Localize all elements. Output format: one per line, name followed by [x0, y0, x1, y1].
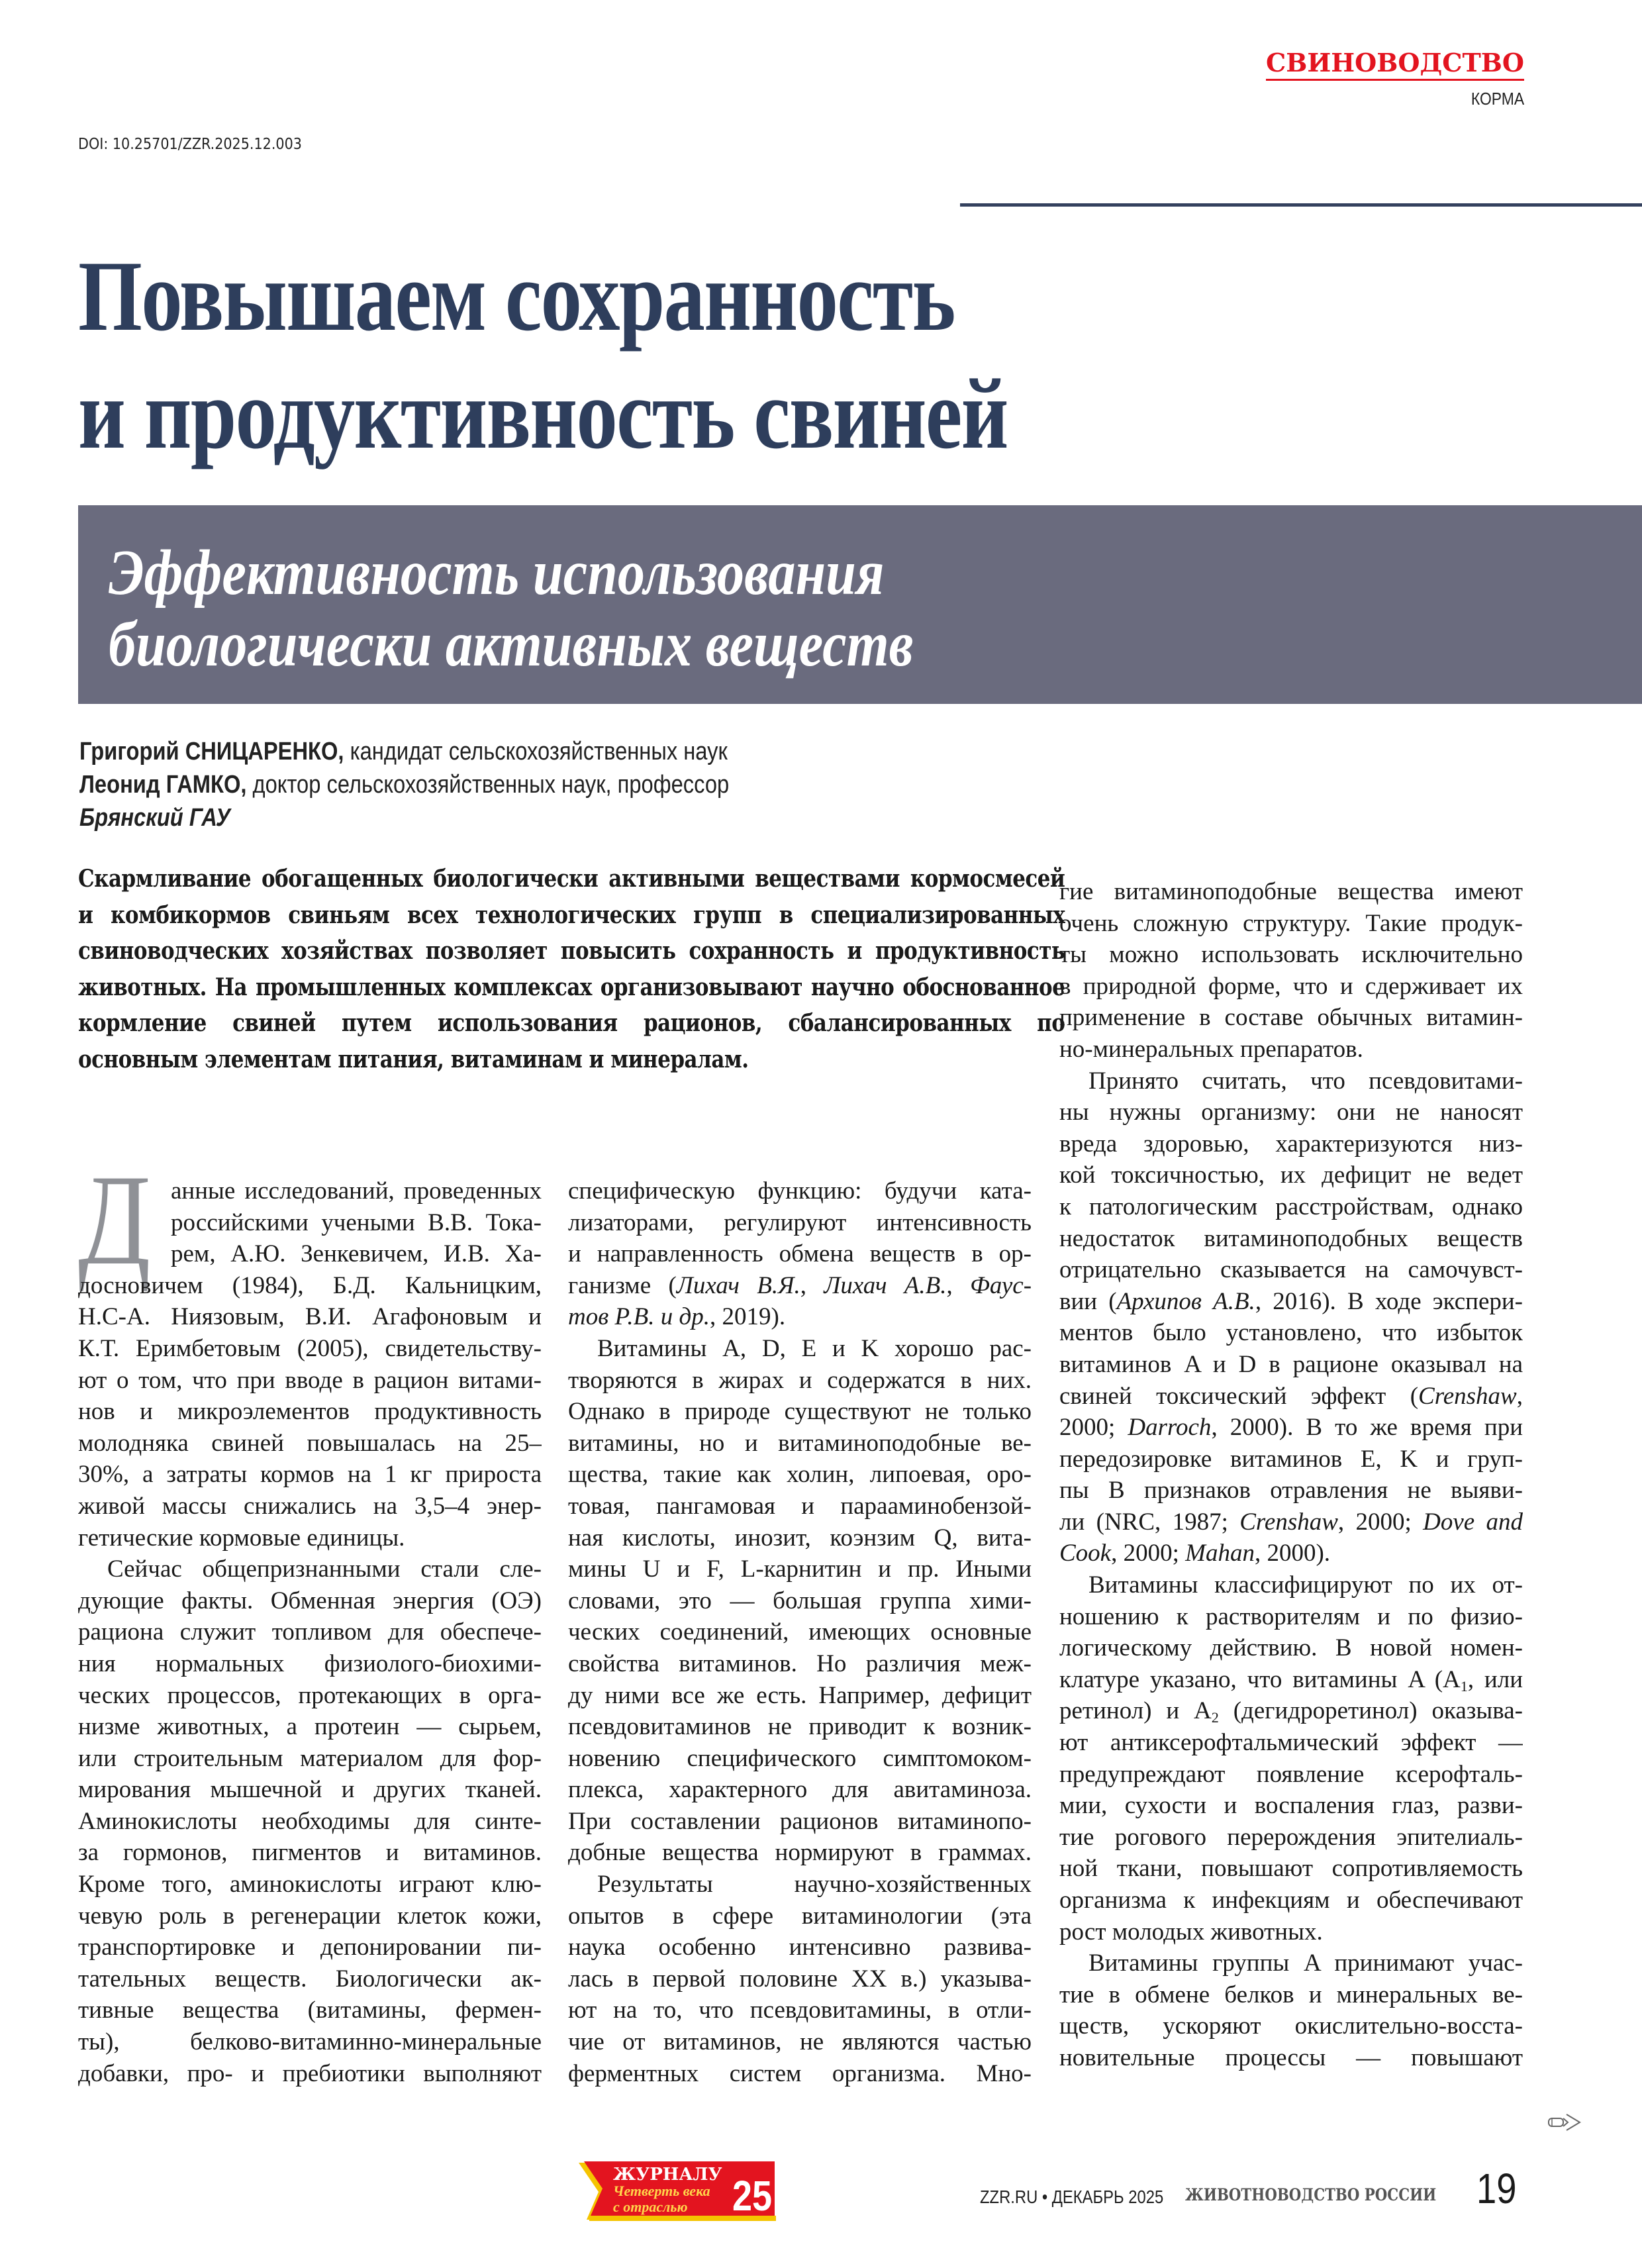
text-line: Сейчас общепризнанными стали сле- — [107, 1555, 542, 1583]
text-line-citation: ли (NRC, 1987; Crenshaw, 2000; Dove and — [1059, 1508, 1523, 1536]
page-number: 19 — [1476, 2165, 1517, 2212]
pencil-arrow-icon[interactable] — [1547, 2112, 1584, 2132]
text-line: живой массы снижались на 3,5–4 энер- — [78, 1492, 542, 1520]
text-line: молодняка свиней повышалась на 25– — [78, 1429, 542, 1457]
text-line: ния нормальных физиолого-биохими- — [78, 1650, 542, 1677]
text-line: низме животных, а протеин — сырьем, — [78, 1713, 542, 1741]
text-line: и направленность обмена веществ в ор- — [568, 1240, 1032, 1268]
text-line: тие в обмене белков и минеральных ве- — [1059, 1981, 1523, 2008]
text-line: ют о том, что при вводе в рацион витами- — [78, 1366, 542, 1394]
author-name: Леонид ГАМКО, — [79, 771, 247, 799]
citation: тов Р.В. и др. — [568, 1303, 710, 1331]
author-degree: кандидат сельскохозяйственных наук — [344, 738, 728, 765]
text-line: Витамины классифицируют по их от- — [1088, 1571, 1523, 1599]
text-line: недостаток витаминоподобных веществ — [1059, 1224, 1523, 1252]
text-line: ду ними все же есть. Например, дефицит — [568, 1681, 1032, 1709]
text-line: нов и микроэлементов продуктивность — [78, 1398, 542, 1426]
text-line: гетические кормовые единицы. — [78, 1524, 405, 1552]
text-line: Витамины A, D, E и K хорошо рас- — [597, 1334, 1032, 1362]
text-line: лась в первой половине XX в.) указыва- — [568, 1965, 1032, 1993]
article-subtitle — [109, 537, 1277, 680]
citation: Фаус- — [970, 1271, 1032, 1299]
citation: Архипов А.В. — [1116, 1287, 1255, 1315]
author-2 — [79, 768, 1047, 801]
text-line: мии, сухости и воспаления глаз, разви- — [1059, 1792, 1523, 1820]
text-line: добавки, про- и пребиотики выполняют — [78, 2059, 542, 2087]
author-name: Григорий СНИЦАРЕНКО, — [79, 738, 344, 765]
text-line: Витамины группы A принимают учас- — [1088, 1949, 1523, 1977]
text-line: ной ткани, повышают сопротивляемость — [1059, 1855, 1523, 1883]
text-line: ют на то, что псевдовитамины, в отли- — [568, 1997, 1032, 2024]
text-line: ют антиксерофтальмический эффект — — [1059, 1729, 1523, 1757]
text-line: лизаторами, регулируют интенсивность — [568, 1208, 1032, 1236]
text-line: вреда здоровью, характеризуются низ- — [1059, 1130, 1523, 1158]
text-line: Кроме того, аминокислоты играют клю- — [78, 1871, 542, 1898]
text-line: ношению к растворителям и по физио- — [1059, 1602, 1523, 1630]
text-line: рем, А.Ю. Зенкевичем, И.В. Ха- — [171, 1240, 542, 1268]
text-line: тательных веществ. Биологически ак- — [78, 1965, 542, 1993]
text-line: витамины, но и витаминоподобные ве- — [568, 1429, 1032, 1457]
text-line: наука особенно интенсивно развива- — [568, 1934, 1032, 1961]
text-line-subscript: клатуре указано, что витамины A ($A_1$, или — [1059, 1665, 1523, 1695]
text-line: ческих процессов, протекающих в орга- — [78, 1681, 542, 1709]
lead-paragraph — [78, 861, 1065, 1077]
badge-slogan-1: Четверть века — [613, 2183, 710, 2199]
text-line: к патологическим расстройствам, однако — [1059, 1193, 1523, 1220]
text-line: товая, пангамовая и парааминобензой- — [568, 1492, 1032, 1520]
text-line-citation: вии (Архипов А.В., 2016). В ходе экспери- — [1059, 1287, 1523, 1315]
text-line: мирования мышечной и других тканей. — [78, 1776, 542, 1804]
text-line: Однако в природе существуют не только — [568, 1398, 1032, 1426]
text-line: тие рогового перерождения эпителиаль- — [1059, 1823, 1523, 1851]
text-line: Н.С-А. Ниязовым, В.И. Агафоновым и — [78, 1303, 542, 1331]
text-line: творяются в жирах и содержатся в них. — [568, 1366, 1032, 1394]
text-line-citation: ганизме (Лихач В.Я., Лихач А.В., Фаус- — [568, 1271, 1032, 1299]
text-line: ты можно использовать исключительно — [1059, 941, 1523, 969]
title-line-1: Повышаем сохранность — [78, 240, 955, 352]
text-line: свойства витаминов. Но различия меж- — [568, 1650, 1032, 1677]
text-line: При составлении рационов витаминопо- — [568, 1807, 1032, 1835]
text-line: анные исследований, проведенных — [171, 1177, 542, 1205]
text-line: пы B признаков отравления не выяви- — [1059, 1477, 1523, 1504]
text-line: рациона служит топливом для обеспече- — [78, 1618, 542, 1646]
text-line: транспортировке и депонировании пи- — [78, 1934, 542, 1961]
title-line-2: и продуктивность свиней — [78, 358, 1008, 469]
text-line: очень сложную структуру. Такие продук- — [1059, 909, 1523, 937]
text-line: ческих соединений, имеющих основные — [568, 1618, 1032, 1646]
citation: Crenshaw — [1239, 1508, 1338, 1536]
text-line: щества, такие как холин, липоевая, оро- — [568, 1461, 1032, 1489]
badge-slogan-2: с отраслью — [613, 2198, 688, 2215]
text-line-citation: Cook, 2000; Mahan, 2000). — [1059, 1540, 1331, 1567]
text-line: передозировке витаминов E, K и груп- — [1059, 1445, 1523, 1473]
citation: Mahan — [1185, 1540, 1255, 1567]
badge-title: ЖУРНАЛУ — [613, 2165, 722, 2185]
text-line: за гормонов, пигментов и витаминов. — [78, 1839, 542, 1867]
text-line: чевую роль в регенерации клеток кожи, — [78, 1902, 542, 1930]
text-line: логическому действию. В новой номен- — [1059, 1634, 1523, 1662]
text-line: гие витаминоподобные вещества имеют — [1059, 878, 1523, 905]
text-line: предупреждают появление ксерофталь- — [1059, 1760, 1523, 1788]
subsection-label: КОРМА — [1471, 89, 1524, 109]
text-line: специфическую функцию: будучи ката- — [568, 1177, 1032, 1205]
text-line: тивные вещества (витамины, фермен- — [78, 1997, 542, 2024]
text-line: новению специфического симптомоком- — [568, 1744, 1032, 1772]
citation: Dove and — [1423, 1508, 1523, 1536]
citation: Лихач В.Я. — [676, 1271, 800, 1299]
body-column-1 — [78, 1175, 542, 2089]
text-line: применение в составе обычных витамин- — [1059, 1004, 1523, 1032]
authors-block — [79, 735, 1047, 834]
badge-number: 25 — [732, 2172, 772, 2220]
article-title — [78, 237, 1300, 473]
citation: Darroch — [1128, 1414, 1212, 1442]
lead-text: Скармливание обогащенных биологически активными веществами кормосмесей и комбикормов свиньям всех технологических групп в специализированных свиноводческих хозяйствах позволяет повысить сохранность и продуктивность животных. На промышленных комплексах организовывают научно обоснованное кормление свиней путем использования рационов, сбалансированных по основным элементам питания, витаминам и минералам. — [78, 865, 1065, 1073]
text-line-citation: тов Р.В. и др., 2019). — [568, 1303, 786, 1331]
text-line: опытов в сфере витаминологии (эта — [568, 1902, 1032, 1930]
text-line: в природной форме, что и сдерживает их — [1059, 972, 1523, 1000]
text-line: ная кислоты, инозит, коэнзим Q, вита- — [568, 1524, 1032, 1552]
text-line: плекса, характерного для авитаминоза. — [568, 1776, 1032, 1804]
text-line: новительные процессы — повышают — [1059, 2044, 1523, 2071]
text-line-citation: свиней токсический эффект (Crenshaw, — [1059, 1382, 1523, 1410]
text-line: рост молодых животных. — [1059, 1918, 1323, 1946]
text-line: ны нужны организму: они не наносят — [1059, 1099, 1523, 1126]
text-line: 30%, а затраты кормов на 1 кг прироста — [78, 1461, 542, 1489]
text-line: Принято считать, что псевдовитами- — [1088, 1067, 1523, 1095]
text-line-subscript: ретинол) и $A_2$ (дегидроретинол) оказыва- — [1059, 1697, 1523, 1726]
anniversary-badge — [576, 2159, 781, 2225]
text-line: К.Т. Еримбетовым (2005), свидетельству- — [78, 1334, 542, 1362]
text-line: добные вещества нормируют в граммах. — [568, 1839, 1032, 1867]
subtitle-band — [78, 505, 1642, 704]
site-and-date[interactable]: ZZR.RU • ДЕКАБРЬ 2025 — [980, 2187, 1164, 2207]
header-rule — [960, 203, 1642, 207]
magazine-name: ЖИВОТНОВОДСТВО РОССИИ — [1185, 2185, 1437, 2204]
body-column-3 — [1059, 876, 1523, 2074]
text-line: или строительным материалом для фор- — [78, 1744, 542, 1772]
text-line: словами, это — большая группа хими- — [568, 1587, 1032, 1614]
subtitle-line-2: биологически активных веществ — [109, 609, 914, 680]
text-line: кой токсичностью, их дефицит не ведет — [1059, 1161, 1523, 1189]
text-line: псевдовитаминов не приводит к возник- — [568, 1713, 1032, 1741]
citation: Cook — [1059, 1540, 1112, 1567]
text-line: но-минеральных препаратов. — [1059, 1035, 1363, 1063]
author-degree: доктор сельскохозяйственных наук, профессор — [246, 771, 730, 799]
doi-label[interactable]: DOI: 10.25701/ZZR.2025.12.003 — [78, 136, 302, 153]
text-line: витаминов A и D в рационе оказывал на — [1059, 1350, 1523, 1378]
text-line: ферментных систем организма. Мно- — [568, 2059, 1032, 2087]
text-line-citation: 2000; Darroch, 2000). В то же время при — [1059, 1414, 1523, 1442]
citation: Лихач А.В. — [824, 1271, 947, 1299]
text-line: досновичем (1984), Б.Д. Кальницким, — [78, 1271, 542, 1299]
text-line: чие от витаминов, не являются частью — [568, 2028, 1032, 2056]
text-line: ты), белково-витаминно-минеральные — [78, 2028, 542, 2056]
affiliation: Брянский ГАУ — [79, 804, 230, 832]
text-line: российскими учеными В.В. Тока- — [171, 1208, 542, 1236]
author-1 — [79, 735, 1047, 768]
text-line: отрицательно сказывается на самочувст- — [1059, 1256, 1523, 1284]
citation: Crenshaw — [1418, 1382, 1517, 1410]
text-line: ществ, ускоряют окислительно-восста- — [1059, 2012, 1523, 2040]
section-rubric: СВИНОВОДСТВО — [1266, 48, 1524, 81]
text-line: мины U и F, L-карнитин и пр. Иными — [568, 1555, 1032, 1583]
drop-cap: Д — [78, 1148, 151, 1292]
text-line: организма к инфекциям и обеспечивают — [1059, 1887, 1523, 1914]
body-column-2 — [568, 1175, 1032, 2089]
text-line: ментов было установлено, что избыток — [1059, 1319, 1523, 1347]
text-line: Аминокислоты необходимы для синте- — [78, 1807, 542, 1835]
subtitle-line-1: Эффективность использования — [109, 537, 885, 609]
text-line: Результаты научно-хозяйственных — [597, 1871, 1032, 1898]
text-line: дующие факты. Обменная энергия (ОЭ) — [78, 1587, 542, 1614]
